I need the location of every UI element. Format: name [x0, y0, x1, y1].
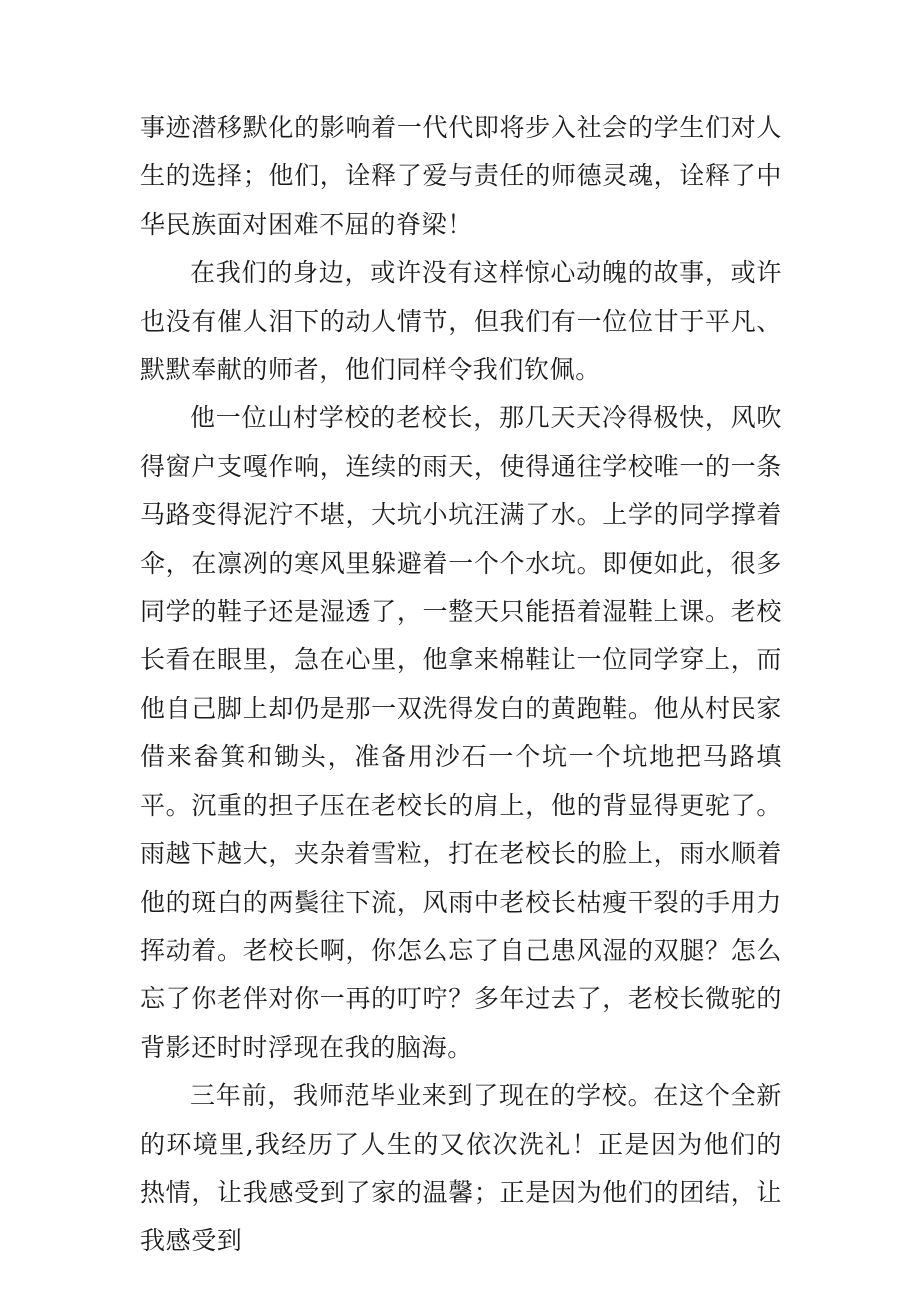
paragraph-teachers-around-us: 在我们的身边，或许没有这样惊心动魄的故事，或许也没有催人泪下的动人情节，但我们有一位位甘于平凡、默默奉献的师者，他们同样令我们钦佩。 [140, 258, 782, 385]
paragraph-old-principal-story: 他一位山村学校的老校长，那几天天冷得极快，风吹得窗户支嘎作响，连续的雨天，使得通往学校唯一的一条马路变得泥泞不堪，大坑小坑汪满了水。上学的同学撑着伞，在凛冽的寒风里躲避着一个个水坑。即便如此，很多同学的鞋子还是湿透了，一整天只能捂着湿鞋上课。老校长看在眼里，急在心里，他拿来棉鞋让一位同学穿上，而他自己脚上却仍是那一双洗得发白的黄跑鞋。他从村民家借来畚箕和锄头，准备用沙石一个坑一个坑地把马路填平。沉重的担子压在老校长的肩上，他的背显得更驼了。雨越下越大，夹杂着雪粒，打在老校长的脸上，雨水顺着他的斑白的两鬓往下流，风雨中老校长枯瘦干裂的手用力挥动着。老校长啊，你怎么忘了自己患风湿的双腿？怎么忘了你老伴对你一再的叮咛？多年过去了，老校长微驼的背影还时时浮现在我的脑海。 [140, 403, 782, 1062]
paragraph-three-years-ago: 三年前，我师范毕业来到了现在的学校。在这个全新的环境里,我经历了人生的又依次洗礼！正是因为他们的热情，让我感受到了家的温馨；正是因为他们的团结，让我感受到 [140, 1081, 782, 1256]
body-text [140, 104, 782, 1266]
paragraph-continuation: 事迹潜移默化的影响着一代代即将步入社会的学生们对人生的选择；他们，诠释了爱与责任的师德灵魂，诠释了中华民族面对困难不屈的脊梁！ [140, 113, 782, 239]
